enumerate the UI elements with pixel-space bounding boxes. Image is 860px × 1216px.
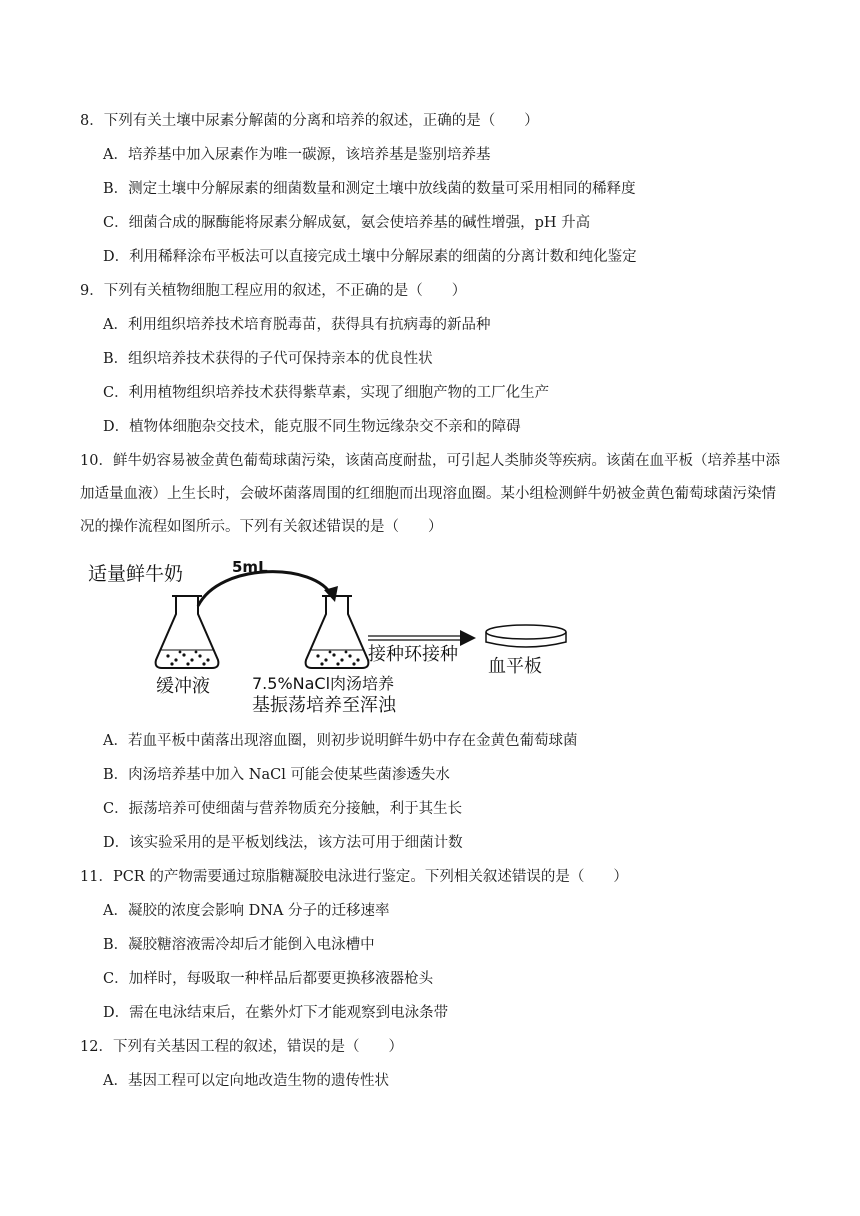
buffer-label: 缓冲液 — [156, 676, 210, 697]
question-10-option-a: A．若血平板中菌落出现溶血圈，则初步说明鲜牛奶中存在金黄色葡萄球菌 — [103, 733, 578, 749]
question-9-stem: 9．下列有关植物细胞工程应用的叙述，不正确的是（ ） — [80, 283, 467, 299]
inoculate-label: 接种环接种 — [368, 644, 458, 665]
question-11-option-b: B．凝胶糖溶液需冷却后才能倒入电泳槽中 — [103, 937, 375, 953]
question-11-option-c: C．加样时，每吸取一种样品后都要更换移液器枪头 — [103, 971, 434, 987]
question-9-option-c: C．利用植物组织培养技术获得紫草素，实现了细胞产物的工厂化生产 — [103, 385, 550, 401]
question-10-option-b: B．肉汤培养基中加入 NaCl 可能会使某些菌渗透失水 — [103, 767, 450, 783]
question-10-stem: 10．鲜牛奶容易被金黄色葡萄球菌污染，该菌高度耐盐，可引起人类肺炎等疾病。该菌在血平板（培养基中添加适量血液）上生长时，会破坏菌落周围的红细胞而出现溶血圈。某小组检测鲜牛奶被金黄色葡萄球菌污染情况的操作流程如图所示。下列有关叙述错误的是（ ） — [80, 453, 780, 535]
question-11-option-a: A．凝胶的浓度会影响 DNA 分子的迁移速率 — [103, 903, 390, 919]
question-8-option-d: D．利用稀释涂布平板法可以直接完成土壤中分解尿素的细菌的分离计数和纯化鉴定 — [103, 249, 637, 265]
plate-label: 血平板 — [488, 656, 542, 677]
question-11-stem: 11．PCR 的产物需要通过琼脂糖凝胶电泳进行鉴定。下列相关叙述错误的是（ ） — [80, 869, 628, 885]
question-9-option-a: A．利用组织培养技术培育脱毒苗，获得具有抗病毒的新品种 — [103, 317, 491, 333]
question-12-option-a: A．基因工程可以定向地改造生物的遗传性状 — [103, 1073, 389, 1089]
question-8-option-a: A．培养基中加入尿素作为唯一碳源，该培养基是鉴别培养基 — [103, 147, 491, 163]
buffer-flask — [156, 596, 219, 668]
question-12-stem: 12．下列有关基因工程的叙述，错误的是（ ） — [80, 1039, 403, 1055]
question-10-option-d: D．该实验采用的是平板划线法，该方法可用于细菌计数 — [103, 835, 463, 851]
broth-flask — [306, 596, 369, 668]
question-8-option-b: B．测定土壤中分解尿素的细菌数量和测定土壤中放线菌的数量可采用相同的稀释度 — [103, 181, 636, 197]
question-8-option-c: C．细菌合成的脲酶能将尿素分解成氨，氨会使培养基的碱性增强，pH 升高 — [103, 215, 591, 231]
broth-label-line1: 7.5%NaCl肉汤培养 — [252, 674, 395, 693]
broth-label-line2: 基振荡培养至浑浊 — [252, 695, 396, 716]
question-9-option-b: B．组织培养技术获得的子代可保持亲本的优良性状 — [103, 351, 433, 367]
experiment-flow-diagram — [80, 556, 600, 716]
question-9-option-d: D．植物体细胞杂交技术，能克服不同生物远缘杂交不亲和的障碍 — [103, 419, 521, 435]
question-8-stem: 8．下列有关土壤中尿素分解菌的分离和培养的叙述，正确的是（ ） — [80, 113, 539, 129]
question-10-option-c: C．振荡培养可使细菌与营养物质充分接触，利于其生长 — [103, 801, 463, 817]
milk-label: 适量鲜牛奶 — [88, 563, 184, 585]
transfer-arrow — [198, 572, 332, 606]
blood-plate — [486, 625, 566, 647]
volume-label: 5mL — [232, 558, 268, 576]
question-11-option-d: D．需在电泳结束后，在紫外灯下才能观察到电泳条带 — [103, 1005, 449, 1021]
